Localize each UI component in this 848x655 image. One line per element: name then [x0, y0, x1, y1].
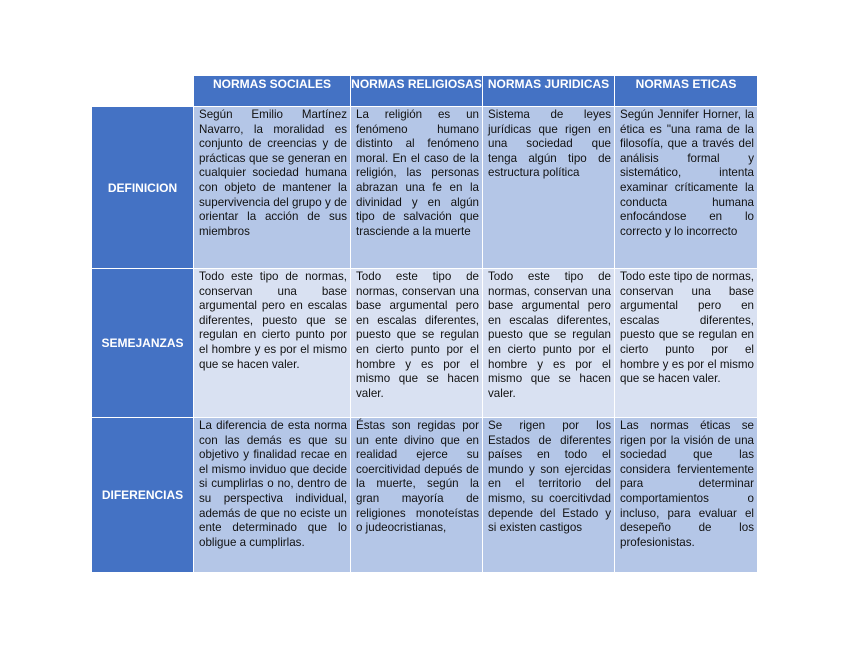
cell-definicion-sociales: Según Emilio Martínez Navarro, la moralidad es conjunto de creencias y de prácticas que se generan en cualquier sociedad humana con objeto de mantener la supervivencia del grupo y de orientar la acción de sus miembros	[194, 107, 350, 268]
cell-semejanzas-sociales: Todo este tipo de normas, conservan una base argumental pero en escalas diferentes, puesto que se regulan en cierto punto por el hombre y es por el mismo que se hacen valer.	[194, 269, 350, 417]
comparison-table	[92, 76, 757, 572]
header-normas-religiosas: NORMAS RELIGIOSAS	[351, 76, 482, 106]
row-label-diferencias: DIFERENCIAS	[92, 418, 193, 572]
cell-diferencias-juridicas: Se rigen por los Estados de diferentes países en todo el mundo y son ejercidas en el territorio del mismo, su coercitivdad depende del Estado y si existen castigos	[483, 418, 614, 572]
row-label-definicion: DEFINICION	[92, 107, 193, 268]
cell-diferencias-sociales: La diferencia de esta norma con las demás es que su objetivo y finalidad recae en el mismo inviduo que decide si cumplirlas o no, dentro de su perspectiva individual, además de que no eciste un ente determinado que lo obligue a cumplirlas.	[194, 418, 350, 572]
cell-diferencias-religiosas: Éstas son regidas por un ente divino que en realidad ejerce su coercitividad depués de la muerte, según la gran mayoría de religiones monoteístas o judeocristianas,	[351, 418, 482, 572]
header-normas-juridicas: NORMAS JURIDICAS	[483, 76, 614, 106]
cell-semejanzas-juridicas: Todo este tipo de normas, conservan una base argumental pero en escalas diferentes, puesto que se regulan en cierto punto por el hombre y es por el mismo que se hacen valer.	[483, 269, 614, 417]
cell-definicion-juridicas: Sistema de leyes jurídicas que rigen en una sociedad que tenga algún tipo de estructura política	[483, 107, 614, 268]
table-corner	[92, 76, 193, 106]
row-label-semejanzas: SEMEJANZAS	[92, 269, 193, 417]
cell-definicion-religiosas: La religión es un fenómeno humano distinto al fenómeno moral. En el caso de la religión, las personas abrazan una fe en la divinidad y en algún tipo de salvación que trasciende a la muerte	[351, 107, 482, 268]
cell-diferencias-eticas: Las normas éticas se rigen por la visión de una sociedad que las considera fervientemente para determinar comportamientos o incluso, para evaluar el desepeño de los profesionistas.	[615, 418, 757, 572]
cell-semejanzas-eticas: Todo este tipo de normas, conservan una base argumental pero en escalas diferentes, puesto que se regulan en cierto punto por el hombre y es por el mismo que se hacen valer.	[615, 269, 757, 417]
header-normas-eticas: NORMAS ETICAS	[615, 76, 757, 106]
cell-semejanzas-religiosas: Todo este tipo de normas, conservan una base argumental pero en escalas diferentes, puesto que se regulan en cierto punto por el hombre y es por el mismo que se hacen valer.	[351, 269, 482, 417]
cell-definicion-eticas: Según Jennifer Horner, la ética es "una rama de la filosofía, que a través del análisis formal y sistemático, intenta examinar críticamente la conducta humana enfocándose en lo correcto y lo incorrecto	[615, 107, 757, 268]
header-normas-sociales: NORMAS SOCIALES	[194, 76, 350, 106]
